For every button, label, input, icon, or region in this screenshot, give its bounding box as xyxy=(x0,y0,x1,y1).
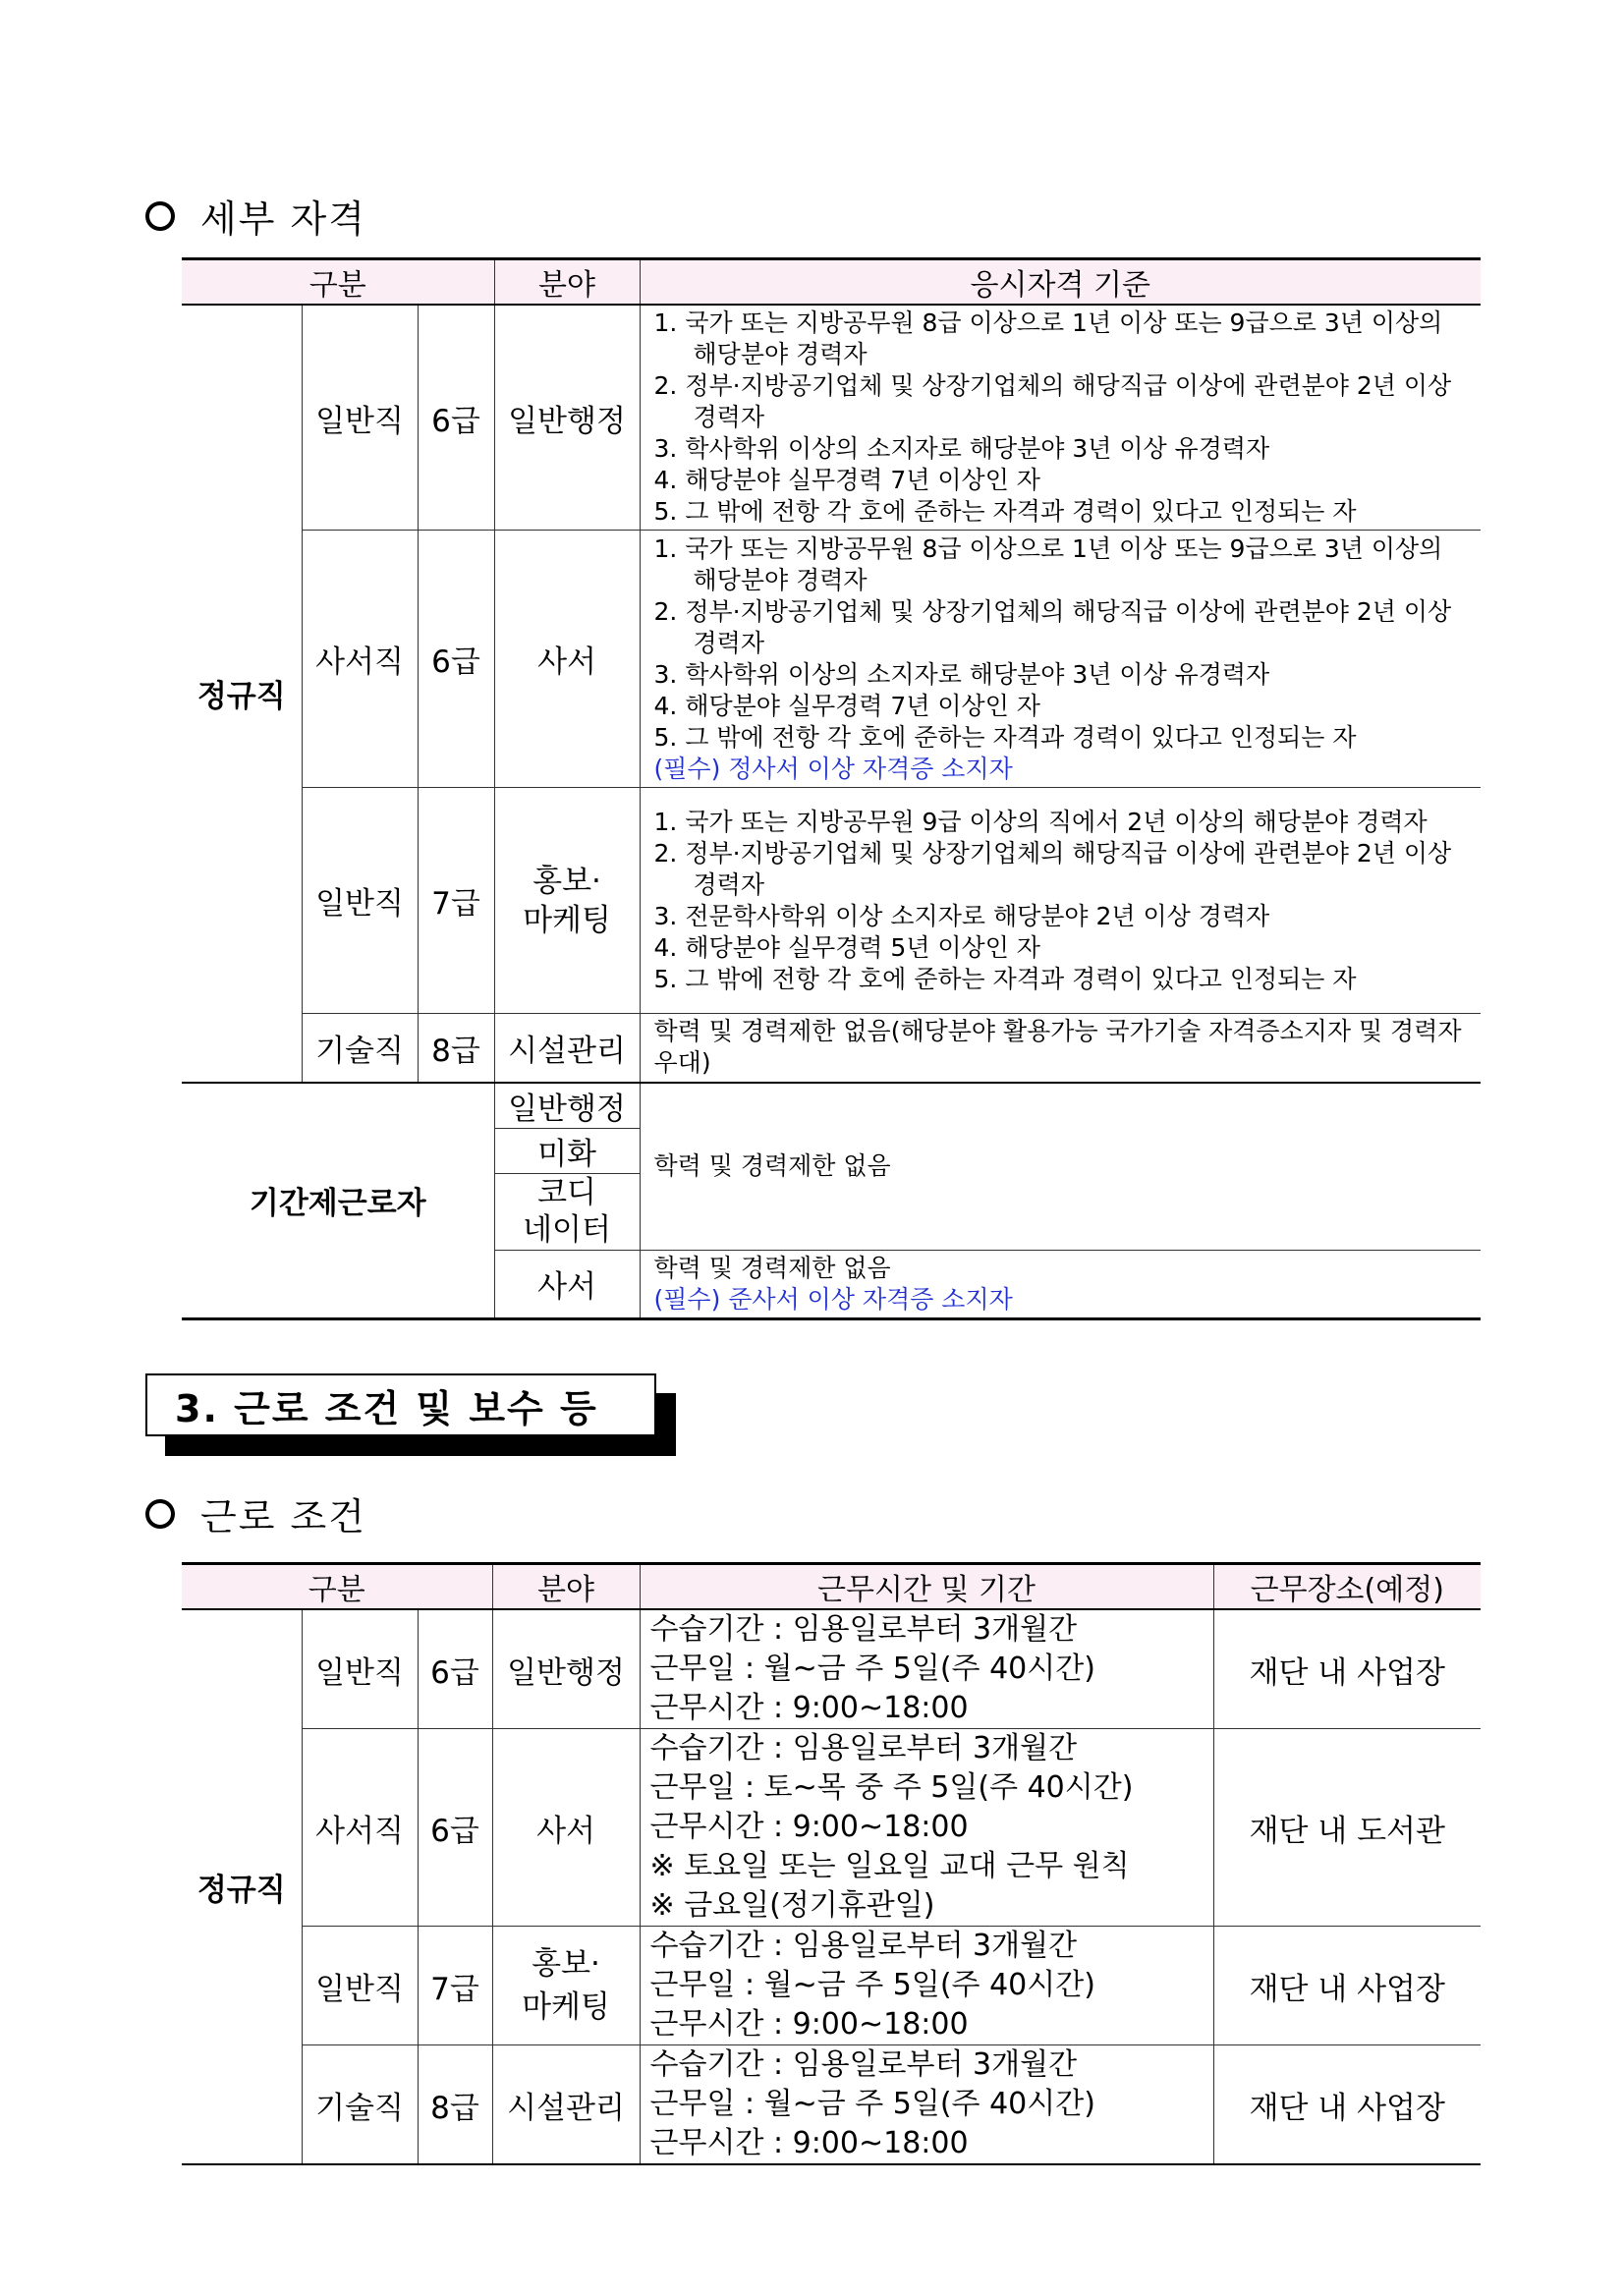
criteria-item: 5. 그 밖에 전항 각 호에 준하는 자격과 경력이 있다고 인정되는 자 xyxy=(653,497,1357,526)
criteria-item: 1. 국가 또는 지방공무원 8급 이상으로 1년 이상 또는 9급으로 3년 이상의 해당분야 경력자 xyxy=(653,308,1443,368)
job-type: 기술직 xyxy=(302,1014,418,1083)
table-row xyxy=(182,2045,1481,2165)
job-type: 기술직 xyxy=(302,2045,418,2165)
job-type: 일반직 xyxy=(302,788,418,1014)
criteria-cell: 학력 및 경력제한 없음(해당분야 활용가능 국가기술 자격증소지자 및 경력자 우대) xyxy=(640,1014,1481,1083)
table-row xyxy=(182,1014,1481,1083)
field: 코디 네이터 xyxy=(494,1173,640,1250)
hours-cell xyxy=(640,1609,1213,1729)
criteria-cell xyxy=(640,305,1481,531)
job-type: 일반직 xyxy=(302,1609,418,1729)
hours-line: ※ 토요일 또는 일요일 교대 근무 원칙 xyxy=(649,1849,1130,1883)
grade: 8급 xyxy=(418,1014,494,1083)
table-row xyxy=(182,1609,1481,1729)
field: 사서 xyxy=(492,1729,640,1927)
hours-line: 수습기간 : 임용일로부터 3개월간 xyxy=(649,1612,1078,1647)
hours-cell xyxy=(640,2045,1213,2165)
section-title-text: 근로 조건 xyxy=(200,1495,366,1539)
table-header-row xyxy=(182,259,1481,306)
grade: 7급 xyxy=(418,788,494,1014)
contract-label: 기간제근로자 xyxy=(182,1083,494,1319)
table-header-row xyxy=(182,1564,1481,1610)
working-conditions-table xyxy=(182,1562,1481,2165)
header-place: 근무장소(예정) xyxy=(1213,1564,1481,1610)
header-category: 구분 xyxy=(182,1564,492,1610)
table-row xyxy=(182,305,1481,531)
hours-line: ※ 금요일(정기휴관일) xyxy=(649,1888,935,1923)
place: 재단 내 사업장 xyxy=(1213,2045,1481,2165)
header-hours: 근무시간 및 기간 xyxy=(640,1564,1213,1610)
job-type: 사서직 xyxy=(302,531,418,788)
criteria-text: 학력 및 경력제한 없음 xyxy=(653,1253,891,1282)
hours-line: 근무일 : 토~목 중 주 5일(주 40시간) xyxy=(649,1770,1134,1805)
criteria-item: 2. 정부·지방공기업체 및 상장기업체의 해당직급 이상에 관련분야 2년 이상 경력자 xyxy=(653,371,1452,431)
field: 미화 xyxy=(494,1128,640,1173)
criteria-item: 1. 국가 또는 지방공무원 8급 이상으로 1년 이상 또는 9급으로 3년 이상의 해당분야 경력자 xyxy=(653,533,1443,594)
hours-line: 근무시간 : 9:00~18:00 xyxy=(649,1810,969,1844)
place: 재단 내 도서관 xyxy=(1213,1729,1481,1927)
section-box-working-conditions xyxy=(145,1373,656,1436)
table-row xyxy=(182,1729,1481,1927)
required-note: (필수) 준사서 이상 자격증 소지자 xyxy=(653,1284,1013,1314)
grade: 7급 xyxy=(418,1927,492,2045)
required-note: (필수) 정사서 이상 자격증 소지자 xyxy=(653,754,1013,783)
hours-cell xyxy=(640,1729,1213,1927)
circle-bullet-icon xyxy=(145,201,175,231)
field: 홍보· 마케팅 xyxy=(492,1927,640,2045)
table-row xyxy=(182,1083,1481,1129)
criteria-cell: 학력 및 경력제한 없음 xyxy=(640,1083,1481,1251)
table-row xyxy=(182,788,1481,1014)
regular-label: 정규직 xyxy=(182,1609,302,2164)
field: 사서 xyxy=(494,1250,640,1318)
place: 재단 내 사업장 xyxy=(1213,1927,1481,2045)
section-title-text: 세부 자격 xyxy=(200,197,366,241)
header-criteria: 응시자격 기준 xyxy=(640,259,1481,306)
field: 일반행정 xyxy=(494,1083,640,1129)
section-title-working-conditions xyxy=(145,1486,366,1540)
place: 재단 내 사업장 xyxy=(1213,1609,1481,1729)
hours-line: 수습기간 : 임용일로부터 3개월간 xyxy=(649,1731,1078,1765)
grade: 6급 xyxy=(418,1609,492,1729)
field: 일반행정 xyxy=(492,1609,640,1729)
criteria-item: 3. 학사학위 이상의 소지자로 해당분야 3년 이상 유경력자 xyxy=(653,434,1270,463)
section-box-text: 3. 근로 조건 및 보수 등 xyxy=(175,1386,598,1430)
circle-bullet-icon xyxy=(145,1499,175,1529)
criteria-item: 4. 해당분야 실무경력 7년 이상인 자 xyxy=(653,691,1040,720)
criteria-item: 3. 학사학위 이상의 소지자로 해당분야 3년 이상 유경력자 xyxy=(653,659,1270,689)
regular-label: 정규직 xyxy=(182,305,302,1083)
section-title-detail-qualification xyxy=(145,189,366,243)
hours-line: 근무시간 : 9:00~18:00 xyxy=(649,2007,969,2042)
hours-line: 근무일 : 월~금 주 5일(주 40시간) xyxy=(649,2087,1095,2121)
field: 일반행정 xyxy=(494,305,640,531)
criteria-item: 5. 그 밖에 전항 각 호에 준하는 자격과 경력이 있다고 인정되는 자 xyxy=(653,964,1357,993)
qualification-table xyxy=(182,257,1481,1320)
job-type: 일반직 xyxy=(302,1927,418,2045)
field: 시설관리 xyxy=(494,1014,640,1083)
criteria-item: 2. 정부·지방공기업체 및 상장기업체의 해당직급 이상에 관련분야 2년 이상 경력자 xyxy=(653,838,1452,899)
grade: 6급 xyxy=(418,305,494,531)
table-row xyxy=(182,531,1481,788)
table-row xyxy=(182,1927,1481,2045)
criteria-cell xyxy=(640,1250,1481,1318)
criteria-item: 4. 해당분야 실무경력 5년 이상인 자 xyxy=(653,932,1040,962)
field: 사서 xyxy=(494,531,640,788)
field: 시설관리 xyxy=(492,2045,640,2165)
header-category: 구분 xyxy=(182,259,494,306)
hours-line: 근무시간 : 9:00~18:00 xyxy=(649,2126,969,2160)
hours-cell xyxy=(640,1927,1213,2045)
header-field: 분야 xyxy=(492,1564,640,1610)
criteria-cell xyxy=(640,788,1481,1014)
hours-line: 근무시간 : 9:00~18:00 xyxy=(649,1691,969,1725)
grade: 6급 xyxy=(418,531,494,788)
criteria-item: 4. 해당분야 실무경력 7년 이상인 자 xyxy=(653,466,1040,494)
criteria-item: 1. 국가 또는 지방공무원 9급 이상의 직에서 2년 이상의 해당분야 경력자 xyxy=(653,807,1428,836)
hours-line: 수습기간 : 임용일로부터 3개월간 xyxy=(649,2047,1078,2082)
job-type: 일반직 xyxy=(302,305,418,531)
criteria-cell xyxy=(640,531,1481,788)
job-type: 사서직 xyxy=(302,1729,418,1927)
grade: 6급 xyxy=(418,1729,492,1927)
header-field: 분야 xyxy=(494,259,640,306)
hours-line: 수습기간 : 임용일로부터 3개월간 xyxy=(649,1929,1078,1963)
criteria-item: 3. 전문학사학위 이상 소지자로 해당분야 2년 이상 경력자 xyxy=(653,901,1270,930)
hours-line: 근무일 : 월~금 주 5일(주 40시간) xyxy=(649,1652,1095,1686)
grade: 8급 xyxy=(418,2045,492,2165)
criteria-item: 5. 그 밖에 전항 각 호에 준하는 자격과 경력이 있다고 인정되는 자 xyxy=(653,722,1357,752)
field: 홍보· 마케팅 xyxy=(494,788,640,1014)
criteria-item: 2. 정부·지방공기업체 및 상장기업체의 해당직급 이상에 관련분야 2년 이상 경력자 xyxy=(653,596,1452,657)
hours-line: 근무일 : 월~금 주 5일(주 40시간) xyxy=(649,1968,1095,2002)
